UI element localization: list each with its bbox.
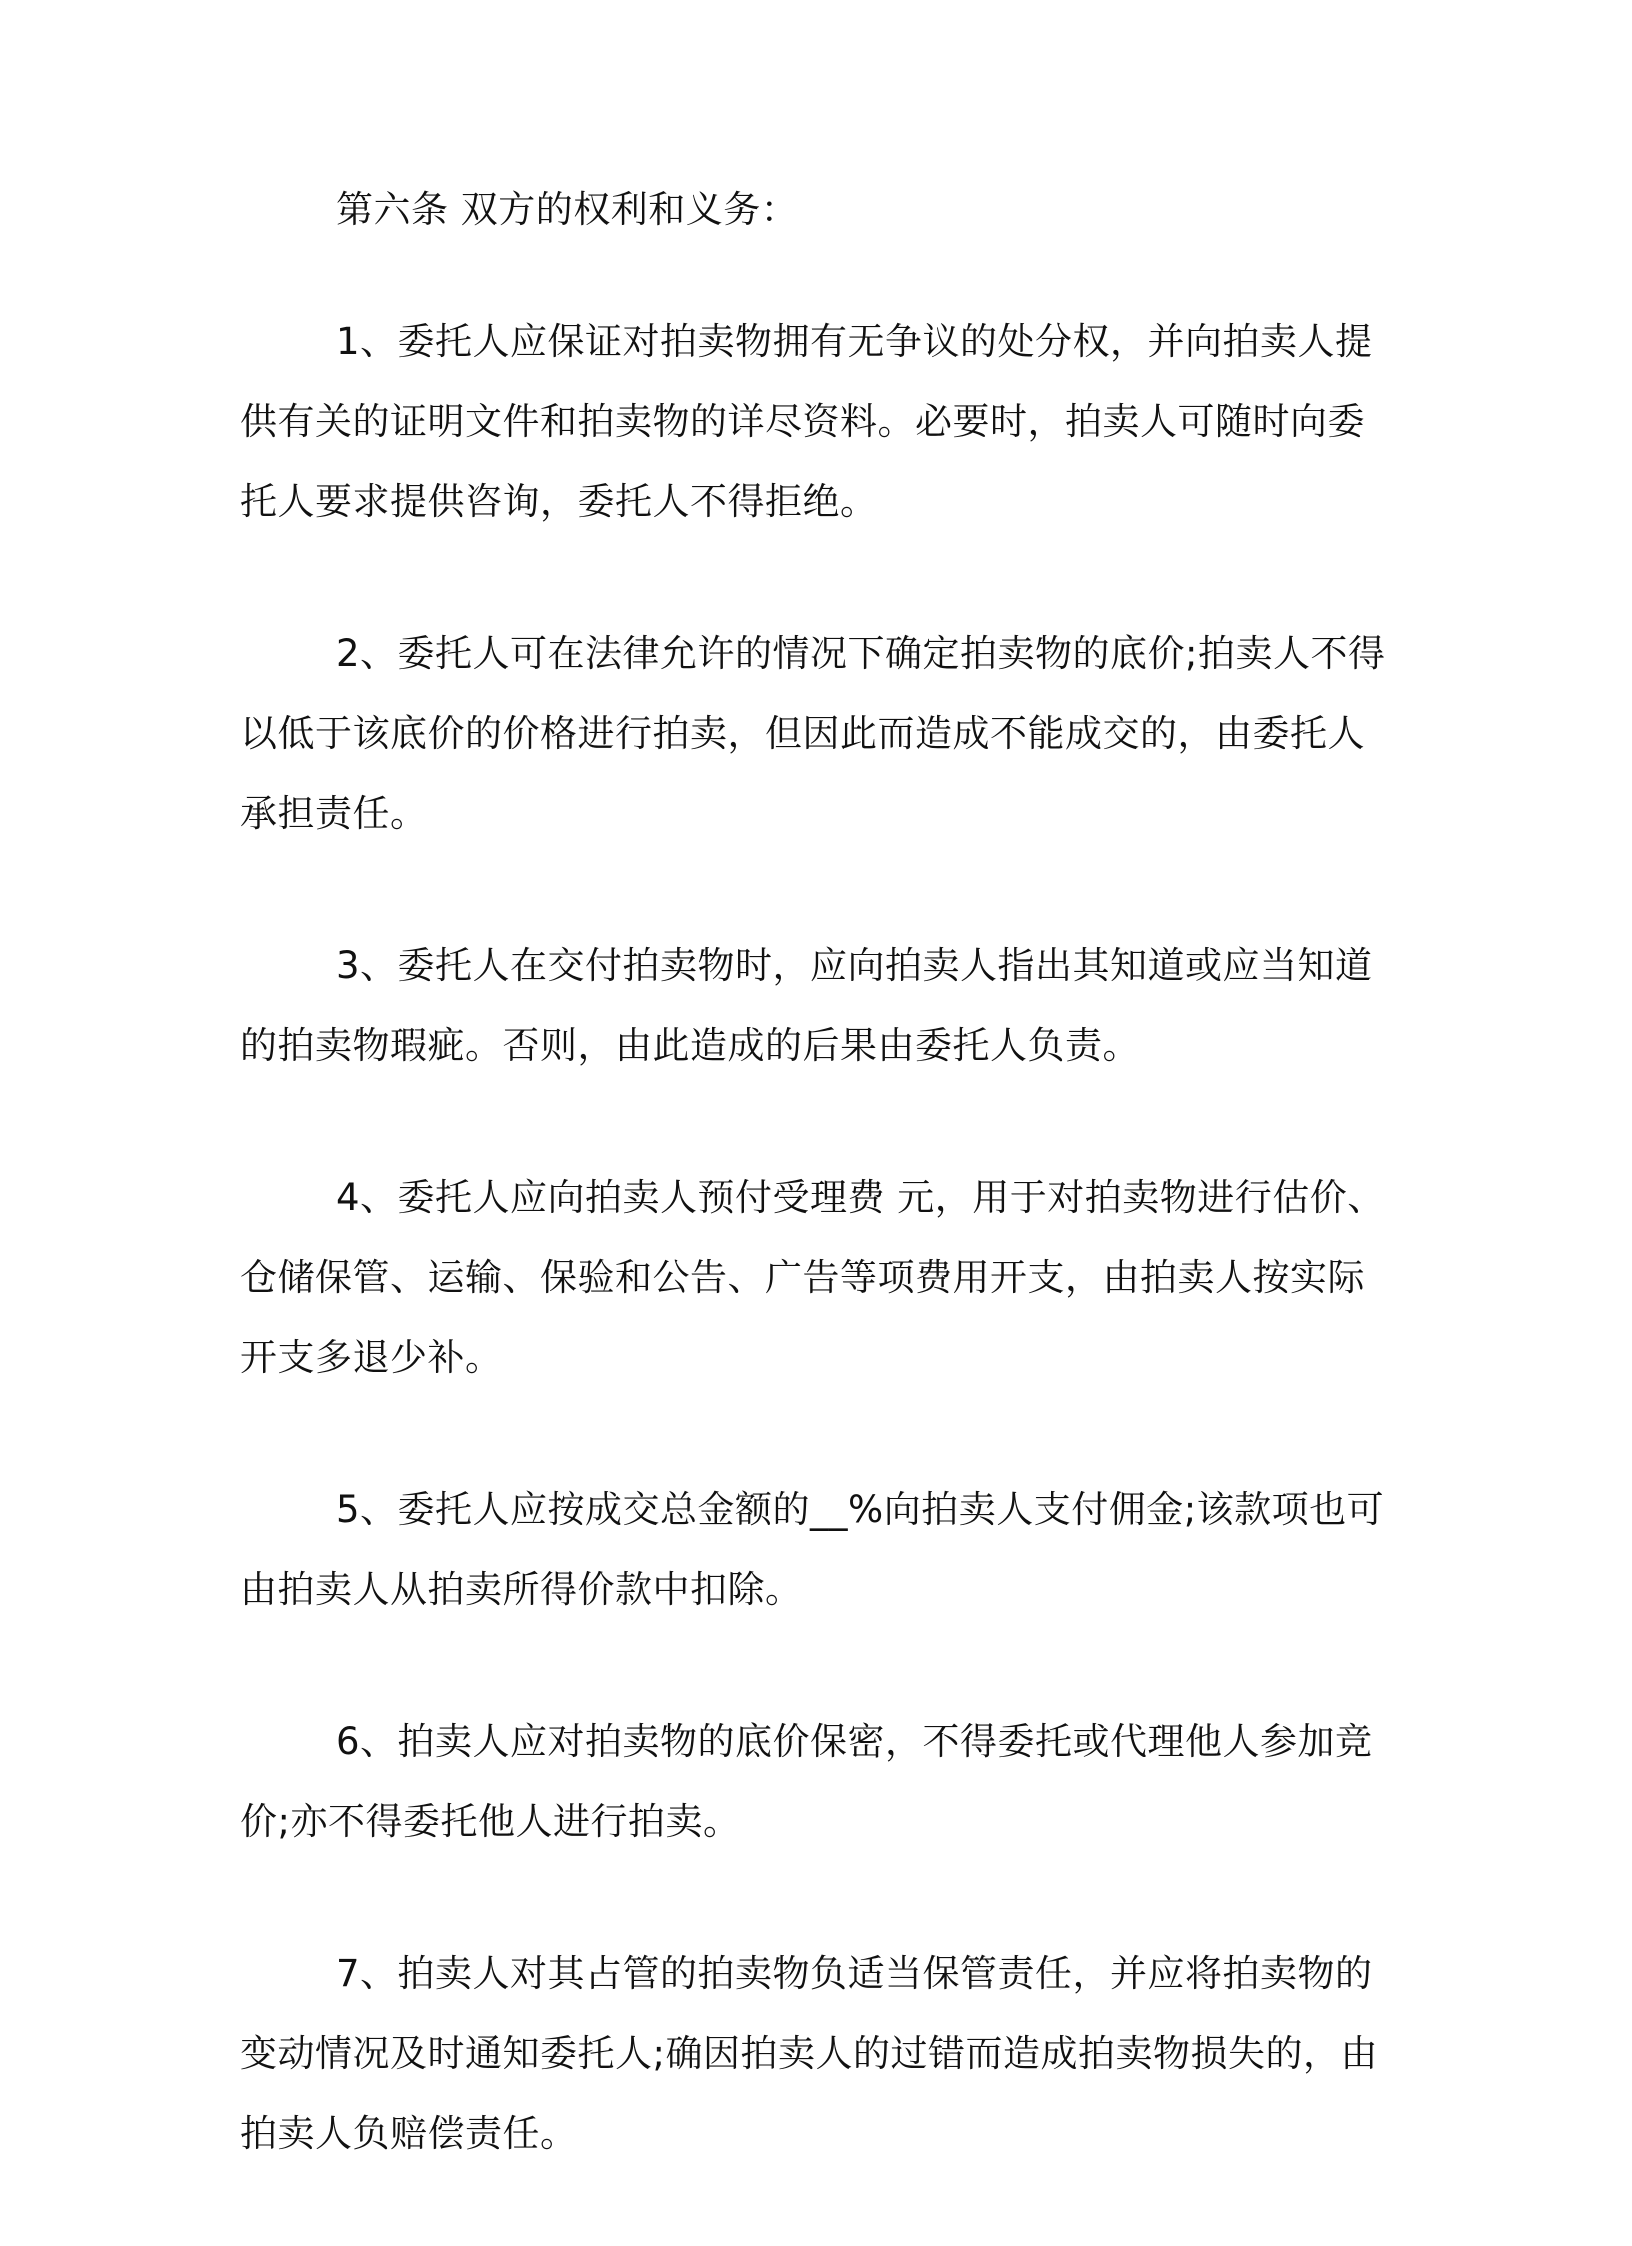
clause-7 <box>240 1934 1380 2174</box>
clause-5 <box>240 1470 1385 1630</box>
clause-line: 变动情况及时通知委托人;确因拍卖人的过错而造成拍卖物损失的，由 <box>240 2032 1378 2075</box>
clause-6 <box>240 1702 1380 1862</box>
clause-line: 托人要求提供咨询，委托人不得拒绝。 <box>240 480 878 523</box>
clause-line: 的拍卖物瑕疵。否则，由此造成的后果由委托人负责。 <box>240 1024 1140 1067</box>
document-page <box>240 188 1386 2246</box>
clause-2 <box>240 614 1386 854</box>
clause-1 <box>240 302 1380 542</box>
clause-line: 1、委托人应保证对拍卖物拥有无争议的处分权，并向拍卖人提 <box>336 320 1373 363</box>
clause-line: 6、拍卖人应对拍卖物的底价保密，不得委托或代理他人参加竞 <box>336 1720 1373 1763</box>
clause-line: 开支多退少补。 <box>240 1336 503 1379</box>
clause-line: 7、拍卖人对其占管的拍卖物负适当保管责任，并应将拍卖物的 <box>336 1952 1373 1995</box>
clause-line: 3、委托人在交付拍卖物时，应向拍卖人指出其知道或应当知道 <box>336 944 1373 987</box>
clause-line: 拍卖人负赔偿责任。 <box>240 2112 578 2155</box>
clause-line: 2、委托人可在法律允许的情况下确定拍卖物的底价;拍卖人不得 <box>336 632 1386 675</box>
clause-line: 承担责任。 <box>240 792 428 835</box>
clause-4 <box>240 1158 1385 1398</box>
article-heading: 第六条 双方的权利和义务： <box>336 188 799 231</box>
clause-line: 以低于该底价的价格进行拍卖，但因此而造成不能成交的，由委托人 <box>240 712 1365 755</box>
clause-line: 供有关的证明文件和拍卖物的详尽资料。必要时，拍卖人可随时向委 <box>240 400 1365 443</box>
clause-line: 5、委托人应按成交总金额的__%向拍卖人支付佣金;该款项也可 <box>336 1488 1385 1531</box>
clause-line: 价;亦不得委托他人进行拍卖。 <box>240 1800 741 1843</box>
clause-line: 4、委托人应向拍卖人预付受理费 元，用于对拍卖物进行估价、 <box>336 1176 1385 1219</box>
clause-3 <box>240 926 1380 1086</box>
clause-line: 由拍卖人从拍卖所得价款中扣除。 <box>240 1568 803 1611</box>
clause-line: 仓储保管、运输、保验和公告、广告等项费用开支，由拍卖人按实际 <box>240 1256 1365 1299</box>
